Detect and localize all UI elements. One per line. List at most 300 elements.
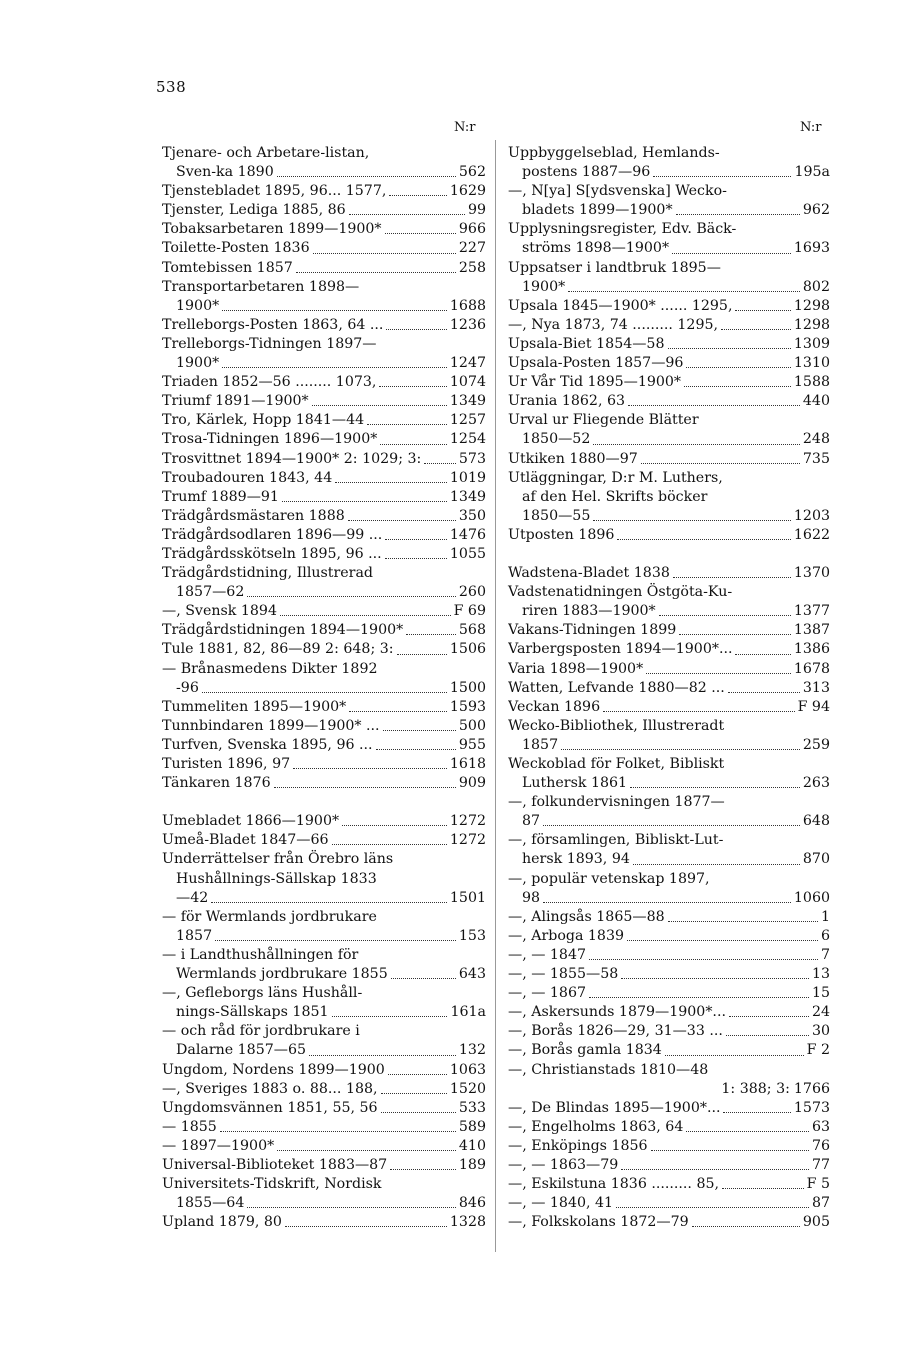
- index-entry: [508, 526, 830, 545]
- dot-leader: [247, 596, 456, 597]
- column-header-right: N:r: [800, 120, 822, 135]
- dot-leader: [646, 673, 791, 674]
- entry-number: 1074: [449, 374, 486, 391]
- dot-leader: [723, 1112, 790, 1113]
- index-entry: [162, 927, 486, 946]
- entry-number: 259: [802, 736, 830, 753]
- entry-title: —, Engelholms 1863, 64: [508, 1118, 684, 1135]
- section-gap: [162, 793, 486, 812]
- dot-leader: [621, 978, 809, 979]
- entry-number: 962: [802, 202, 830, 219]
- dot-leader: [381, 1093, 447, 1094]
- index-entry: — i Landthushållningen för: [162, 946, 359, 963]
- index-entry: [508, 564, 830, 583]
- index-entry: [162, 526, 486, 545]
- entry-title: —, Askersunds 1879—1900*...: [508, 1004, 726, 1021]
- entry-number: 1063: [449, 1061, 486, 1078]
- dot-leader: [630, 787, 800, 788]
- index-entry: [162, 831, 486, 850]
- entry-number: 1247: [449, 355, 486, 372]
- entry-title: 87: [522, 813, 541, 830]
- entry-number: 905: [802, 1214, 830, 1231]
- index-entry: [508, 450, 830, 469]
- entry-title: Triaden 1852—56 ........ 1073,: [162, 374, 377, 391]
- dot-leader: [385, 558, 447, 559]
- entry-number: 195a: [794, 164, 830, 181]
- entry-title: postens 1887—96: [522, 164, 651, 181]
- entry-number: 77: [811, 1156, 830, 1173]
- index-entry: [162, 201, 486, 220]
- entry-title: Turisten 1896, 97: [162, 756, 291, 772]
- index-entry: Tjenare- och Arbetare-listan,: [162, 145, 370, 161]
- index-entry: [162, 1061, 486, 1080]
- index-entry: [508, 1080, 830, 1099]
- entry-number: 189: [458, 1156, 486, 1173]
- dot-leader: [628, 405, 800, 406]
- index-entry: [508, 430, 830, 449]
- dot-leader: [211, 902, 447, 903]
- index-entry: —, församlingen, Bibliskt-Lut-: [508, 832, 724, 849]
- dot-leader: [247, 1207, 456, 1208]
- index-entry: [162, 1099, 486, 1118]
- index-entry: [508, 1003, 830, 1022]
- index-entry: [508, 889, 830, 908]
- index-entry: [162, 182, 486, 201]
- index-entry: [162, 640, 486, 659]
- entry-number: 1349: [449, 393, 486, 410]
- entry-number: 1500: [449, 679, 486, 696]
- index-entry: af den Hel. Skrifts böcker: [522, 488, 708, 505]
- index-entry: [508, 774, 830, 793]
- entry-title: Trädgårdsskötseln 1895, 96 ...: [162, 545, 382, 562]
- entry-number: 648: [802, 813, 830, 830]
- dot-leader: [348, 520, 456, 521]
- index-entry: [162, 259, 486, 278]
- dot-leader: [349, 711, 447, 712]
- entry-number: 1377: [793, 603, 830, 620]
- dot-leader: [726, 1035, 809, 1036]
- entry-title: ströms 1898—1900*: [522, 240, 670, 257]
- index-entry: [162, 297, 486, 316]
- entry-number: F 5: [806, 1176, 830, 1193]
- index-entry: [508, 373, 830, 392]
- section-gap: [508, 545, 830, 564]
- index-entry: Uppbyggelseblad, Hemlands-: [508, 145, 720, 161]
- dot-leader: [282, 501, 447, 502]
- entry-title: Ungdomsvännen 1851, 55, 56: [162, 1099, 378, 1116]
- entry-title: hersk 1893, 94: [522, 851, 630, 868]
- entry-title: riren 1883—1900*: [522, 603, 656, 620]
- dot-leader: [202, 692, 447, 693]
- entry-title: Trosvittnet 1894—1900* 2: 1029; 3:: [162, 450, 422, 467]
- entry-title: Trelleborgs-Posten 1863, 64 ...: [162, 316, 384, 333]
- entry-title: —, Borås gamla 1834: [508, 1042, 662, 1059]
- index-entry: Utläggningar, D:r M. Luthers,: [508, 469, 723, 486]
- entry-number: 1520: [449, 1080, 486, 1097]
- entry-title: Tänkaren 1876: [162, 775, 271, 792]
- index-entry: —, N[ya] S[ydsvenska] Wecko-: [508, 183, 727, 200]
- entry-number: 260: [458, 584, 486, 601]
- entry-title: —, — 1847: [508, 946, 587, 963]
- dot-leader: [391, 978, 456, 979]
- entry-number: 735: [802, 450, 830, 467]
- dot-leader: [684, 386, 791, 387]
- dot-leader: [222, 367, 447, 368]
- dot-leader: [728, 692, 800, 693]
- entry-title: 1: 388; 3:: [721, 1080, 790, 1097]
- index-entry: [162, 316, 486, 335]
- index-entry: [508, 679, 830, 698]
- entry-number: 153: [458, 927, 486, 944]
- column-divider: [495, 140, 496, 1252]
- index-entry: [162, 488, 486, 507]
- index-entry: [162, 583, 486, 602]
- index-entry: [162, 392, 486, 411]
- entry-title: —, — 1855—58: [508, 966, 619, 983]
- index-entry: — för Wermlands jordbrukare: [162, 908, 377, 925]
- entry-title: —, Nya 1873, 74 ......... 1295,: [508, 316, 719, 333]
- entry-title: —, Alingsås 1865—88: [508, 908, 665, 925]
- index-entry: [508, 946, 830, 965]
- entry-number: 1272: [449, 813, 486, 830]
- index-entry: [508, 621, 830, 640]
- index-entry: [508, 984, 830, 1003]
- entry-number: 440: [802, 393, 830, 410]
- index-entry: [508, 1118, 830, 1137]
- index-entry: [162, 717, 486, 736]
- entry-title: Upland 1879, 80: [162, 1214, 282, 1231]
- index-entry: [508, 392, 830, 411]
- index-entry: —, Gefleborgs läns Hushåll-: [162, 985, 363, 1002]
- entry-number: F 69: [453, 603, 486, 620]
- entry-title: —, Svensk 1894: [162, 603, 277, 620]
- index-entry: [162, 965, 486, 984]
- entry-title: Wermlands jordbrukare 1855: [176, 966, 388, 983]
- index-entry: [162, 698, 486, 717]
- dot-leader: [332, 844, 447, 845]
- entry-title: —42: [176, 889, 209, 906]
- entry-number: 1573: [793, 1099, 830, 1116]
- entry-title: Upsala-Biet 1854—58: [508, 335, 665, 352]
- index-entry: [508, 1041, 830, 1060]
- dot-leader: [686, 1131, 809, 1132]
- entry-number: 76: [811, 1137, 830, 1154]
- index-entry: [508, 736, 830, 755]
- index-entry: [508, 201, 830, 220]
- index-entry: [162, 411, 486, 430]
- index-entry: [508, 1022, 830, 1041]
- entry-number: 1328: [449, 1214, 486, 1231]
- index-entry: [162, 220, 486, 239]
- entry-title: 1850—55: [522, 507, 591, 524]
- entry-number: 132: [458, 1042, 486, 1059]
- entry-number: 1298: [793, 316, 830, 333]
- dot-leader: [342, 825, 447, 826]
- index-entry: [162, 354, 486, 373]
- dot-leader: [665, 1055, 804, 1056]
- dot-leader: [617, 539, 790, 540]
- dot-leader: [543, 825, 800, 826]
- dot-leader: [679, 634, 791, 635]
- entry-title: —, Arboga 1839: [508, 927, 625, 944]
- dot-leader: [313, 253, 456, 254]
- index-entry: [508, 1213, 830, 1232]
- index-entry: [162, 163, 486, 182]
- dot-leader: [380, 444, 447, 445]
- entry-number: 1688: [449, 297, 486, 314]
- entry-number: 87: [811, 1195, 830, 1212]
- entry-title: Triumf 1891—1900*: [162, 393, 309, 410]
- entry-number: 1254: [449, 431, 486, 448]
- index-entry: [162, 1156, 486, 1175]
- dot-leader: [686, 367, 790, 368]
- dot-leader: [668, 921, 818, 922]
- entry-number: 1272: [449, 832, 486, 849]
- dot-leader: [277, 1150, 456, 1151]
- dot-leader: [673, 577, 791, 578]
- index-entry: [508, 507, 830, 526]
- index-entry: [508, 278, 830, 297]
- dot-leader: [274, 787, 456, 788]
- dot-leader: [672, 253, 791, 254]
- entry-title: -96: [176, 679, 199, 696]
- index-entry: Weckoblad för Folket, Bibliskt: [508, 756, 725, 772]
- entry-number: 1622: [793, 526, 830, 543]
- entry-title: Tule 1881, 82, 86—89 2: 648; 3:: [162, 641, 394, 658]
- dot-leader: [676, 214, 800, 215]
- index-entry: —, populär vetenskap 1897,: [508, 870, 710, 887]
- dot-leader: [309, 1055, 456, 1056]
- entry-title: 1900*: [522, 278, 566, 295]
- index-entry: [162, 1003, 486, 1022]
- dot-leader: [692, 1226, 800, 1227]
- entry-number: 1387: [793, 622, 830, 639]
- index-entry: [162, 430, 486, 449]
- entry-title: Trosa-Tidningen 1896—1900*: [162, 431, 378, 448]
- entry-title: Upsala-Posten 1857—96: [508, 355, 684, 372]
- dot-leader: [390, 1169, 456, 1170]
- dot-leader: [589, 997, 809, 998]
- dot-leader: [312, 405, 447, 406]
- index-entry: [508, 316, 830, 335]
- dot-leader: [543, 902, 791, 903]
- index-entry: [162, 812, 486, 831]
- index-entry: Universitets-Tidskrift, Nordisk: [162, 1176, 382, 1193]
- index-entry: Underrättelser från Örebro läns: [162, 851, 394, 868]
- entry-number: 1593: [449, 698, 486, 715]
- index-entry: [508, 1175, 830, 1194]
- entry-title: Veckan 1896: [508, 698, 601, 715]
- entry-title: Tobaksarbetaren 1899—1900*: [162, 221, 382, 238]
- entry-title: Tomtebissen 1857: [162, 259, 293, 276]
- entry-number: 258: [458, 259, 486, 276]
- index-entry: [162, 1118, 486, 1137]
- entry-number: 350: [458, 507, 486, 524]
- entry-number: F 2: [806, 1042, 830, 1059]
- index-entry: [162, 679, 486, 698]
- entry-title: Sven-ka 1890: [176, 164, 274, 181]
- entry-title: 98: [522, 889, 541, 906]
- index-entry: [508, 850, 830, 869]
- entry-title: —, Borås 1826—29, 31—33 ...: [508, 1023, 723, 1040]
- entry-number: 313: [802, 679, 830, 696]
- dot-leader: [386, 329, 446, 330]
- entry-title: Umeå-Bladet 1847—66: [162, 832, 329, 849]
- dot-leader: [215, 940, 456, 941]
- dot-leader: [383, 730, 456, 731]
- index-entry: [508, 602, 830, 621]
- index-entry: —, folkundervisningen 1877—: [508, 794, 725, 811]
- entry-title: 1857: [176, 927, 213, 944]
- entry-number: 955: [458, 736, 486, 753]
- index-entry: [508, 1194, 830, 1213]
- entry-number: 1236: [449, 316, 486, 333]
- dot-leader: [561, 749, 800, 750]
- entry-number: 1203: [793, 507, 830, 524]
- dot-leader: [589, 959, 818, 960]
- entry-title: Varbergsposten 1894—1900*...: [508, 641, 733, 658]
- entry-number: 1766: [793, 1080, 830, 1097]
- entry-title: Utposten 1896: [508, 526, 615, 543]
- column-header-left: N:r: [454, 120, 476, 135]
- index-entry: [162, 373, 486, 392]
- entry-title: —, Sveriges 1883 o. 88... 188,: [162, 1080, 378, 1097]
- entry-number: 263: [802, 775, 830, 792]
- dot-leader: [381, 1112, 456, 1113]
- left-column: [162, 144, 486, 1232]
- dot-leader: [616, 1207, 809, 1208]
- dot-leader: [222, 310, 447, 311]
- entry-title: Wadstena-Bladet 1838: [508, 565, 670, 582]
- entry-title: Tjenstebladet 1895, 96... 1577,: [162, 183, 387, 200]
- right-column: [508, 144, 830, 1232]
- index-entry: [508, 335, 830, 354]
- entry-number: 248: [802, 431, 830, 448]
- dot-leader: [406, 634, 456, 635]
- entry-number: 562: [458, 164, 486, 181]
- entry-number: 30: [811, 1023, 830, 1040]
- entry-title: Ungdom, Nordens 1899—1900: [162, 1061, 385, 1078]
- entry-title: Trädgårdstidningen 1894—1900*: [162, 622, 404, 639]
- index-entry: —, Christianstads 1810—48: [508, 1061, 709, 1078]
- entry-title: —, — 1867: [508, 985, 587, 1002]
- index-entry: [508, 1099, 830, 1118]
- index-entry: [162, 469, 486, 488]
- entry-title: Urania 1862, 63: [508, 393, 626, 410]
- entry-number: 1501: [449, 889, 486, 906]
- entry-number: 589: [458, 1118, 486, 1135]
- dot-leader: [593, 520, 791, 521]
- index-entry: [162, 1194, 486, 1213]
- entry-number: 1060: [793, 889, 830, 906]
- dot-leader: [367, 424, 447, 425]
- index-entry: [508, 927, 830, 946]
- index-entry: [508, 354, 830, 373]
- entry-title: — 1855: [162, 1118, 217, 1135]
- entry-title: —, De Blindas 1895—1900*...: [508, 1099, 721, 1116]
- entry-number: 568: [458, 622, 486, 639]
- index-entry: [162, 1041, 486, 1060]
- entry-number: 15: [811, 985, 830, 1002]
- entry-title: Watten, Lefvande 1880—82 ...: [508, 679, 725, 696]
- index-entry: [508, 1156, 830, 1175]
- entry-number: 6: [820, 927, 830, 944]
- dot-leader: [729, 1016, 809, 1017]
- entry-title: — 1897—1900*: [162, 1137, 275, 1154]
- dot-leader: [277, 176, 456, 177]
- entry-title: —, — 1840, 41: [508, 1195, 614, 1212]
- index-entry: [508, 660, 830, 679]
- index-entry: Trädgårdstidning, Illustrerad: [162, 565, 374, 582]
- dot-leader: [641, 463, 800, 464]
- index-entry: [162, 545, 486, 564]
- entry-title: Umebladet 1866—1900*: [162, 813, 340, 830]
- entry-number: 966: [458, 221, 486, 238]
- entry-number: 24: [811, 1004, 830, 1021]
- index-entry: Upplysningsregister, Edv. Bäck-: [508, 221, 737, 238]
- dot-leader: [376, 749, 456, 750]
- index-entry: [162, 602, 486, 621]
- dot-leader: [735, 310, 790, 311]
- dot-leader: [627, 940, 818, 941]
- entry-number: 802: [802, 278, 830, 295]
- index-entry: [508, 163, 830, 182]
- entry-title: 1855—64: [176, 1195, 245, 1212]
- entry-title: Tjenster, Lediga 1885, 86: [162, 202, 346, 219]
- entry-number: 1310: [793, 355, 830, 372]
- entry-title: Ur Vår Tid 1895—1900*: [508, 374, 682, 391]
- entry-number: 870: [802, 851, 830, 868]
- index-entry: [162, 507, 486, 526]
- index-entry: [162, 889, 486, 908]
- entry-title: Universal-Biblioteket 1883—87: [162, 1156, 388, 1173]
- entry-title: Varia 1898—1900*: [508, 660, 644, 677]
- index-entry: [162, 1137, 486, 1156]
- index-entry: [162, 755, 486, 774]
- dot-leader: [424, 463, 456, 464]
- entry-title: —, Eskilstuna 1836 ......... 85,: [508, 1176, 720, 1193]
- entry-number: 533: [458, 1099, 486, 1116]
- dot-leader: [220, 1131, 456, 1132]
- entry-number: 13: [811, 966, 830, 983]
- entry-title: Dalarne 1857—65: [176, 1042, 307, 1059]
- entry-number: 1678: [793, 660, 830, 677]
- entry-title: nings-Sällskaps 1851: [176, 1004, 329, 1021]
- entry-number: 1055: [449, 545, 486, 562]
- dot-leader: [293, 768, 447, 769]
- index-entry: [508, 640, 830, 659]
- index-entry: [508, 812, 830, 831]
- index-entry: [162, 450, 486, 469]
- entry-number: 573: [458, 450, 486, 467]
- entry-number: 846: [458, 1195, 486, 1212]
- index-entry: — Brånasmedens Dikter 1892: [162, 660, 378, 677]
- entry-number: 1309: [793, 335, 830, 352]
- dot-leader: [621, 1169, 809, 1170]
- entry-number: 1506: [449, 641, 486, 658]
- index-entry: [162, 621, 486, 640]
- dot-leader: [335, 482, 447, 483]
- entry-number: 1588: [793, 374, 830, 391]
- dot-leader: [332, 1016, 448, 1017]
- dot-leader: [722, 1188, 804, 1189]
- entry-number: 1693: [793, 240, 830, 257]
- entry-title: Vakans-Tidningen 1899: [508, 622, 677, 639]
- entry-title: Utkiken 1880—97: [508, 450, 638, 467]
- dot-leader: [285, 1226, 447, 1227]
- index-entry: [162, 1213, 486, 1232]
- page-number: 538: [156, 78, 187, 96]
